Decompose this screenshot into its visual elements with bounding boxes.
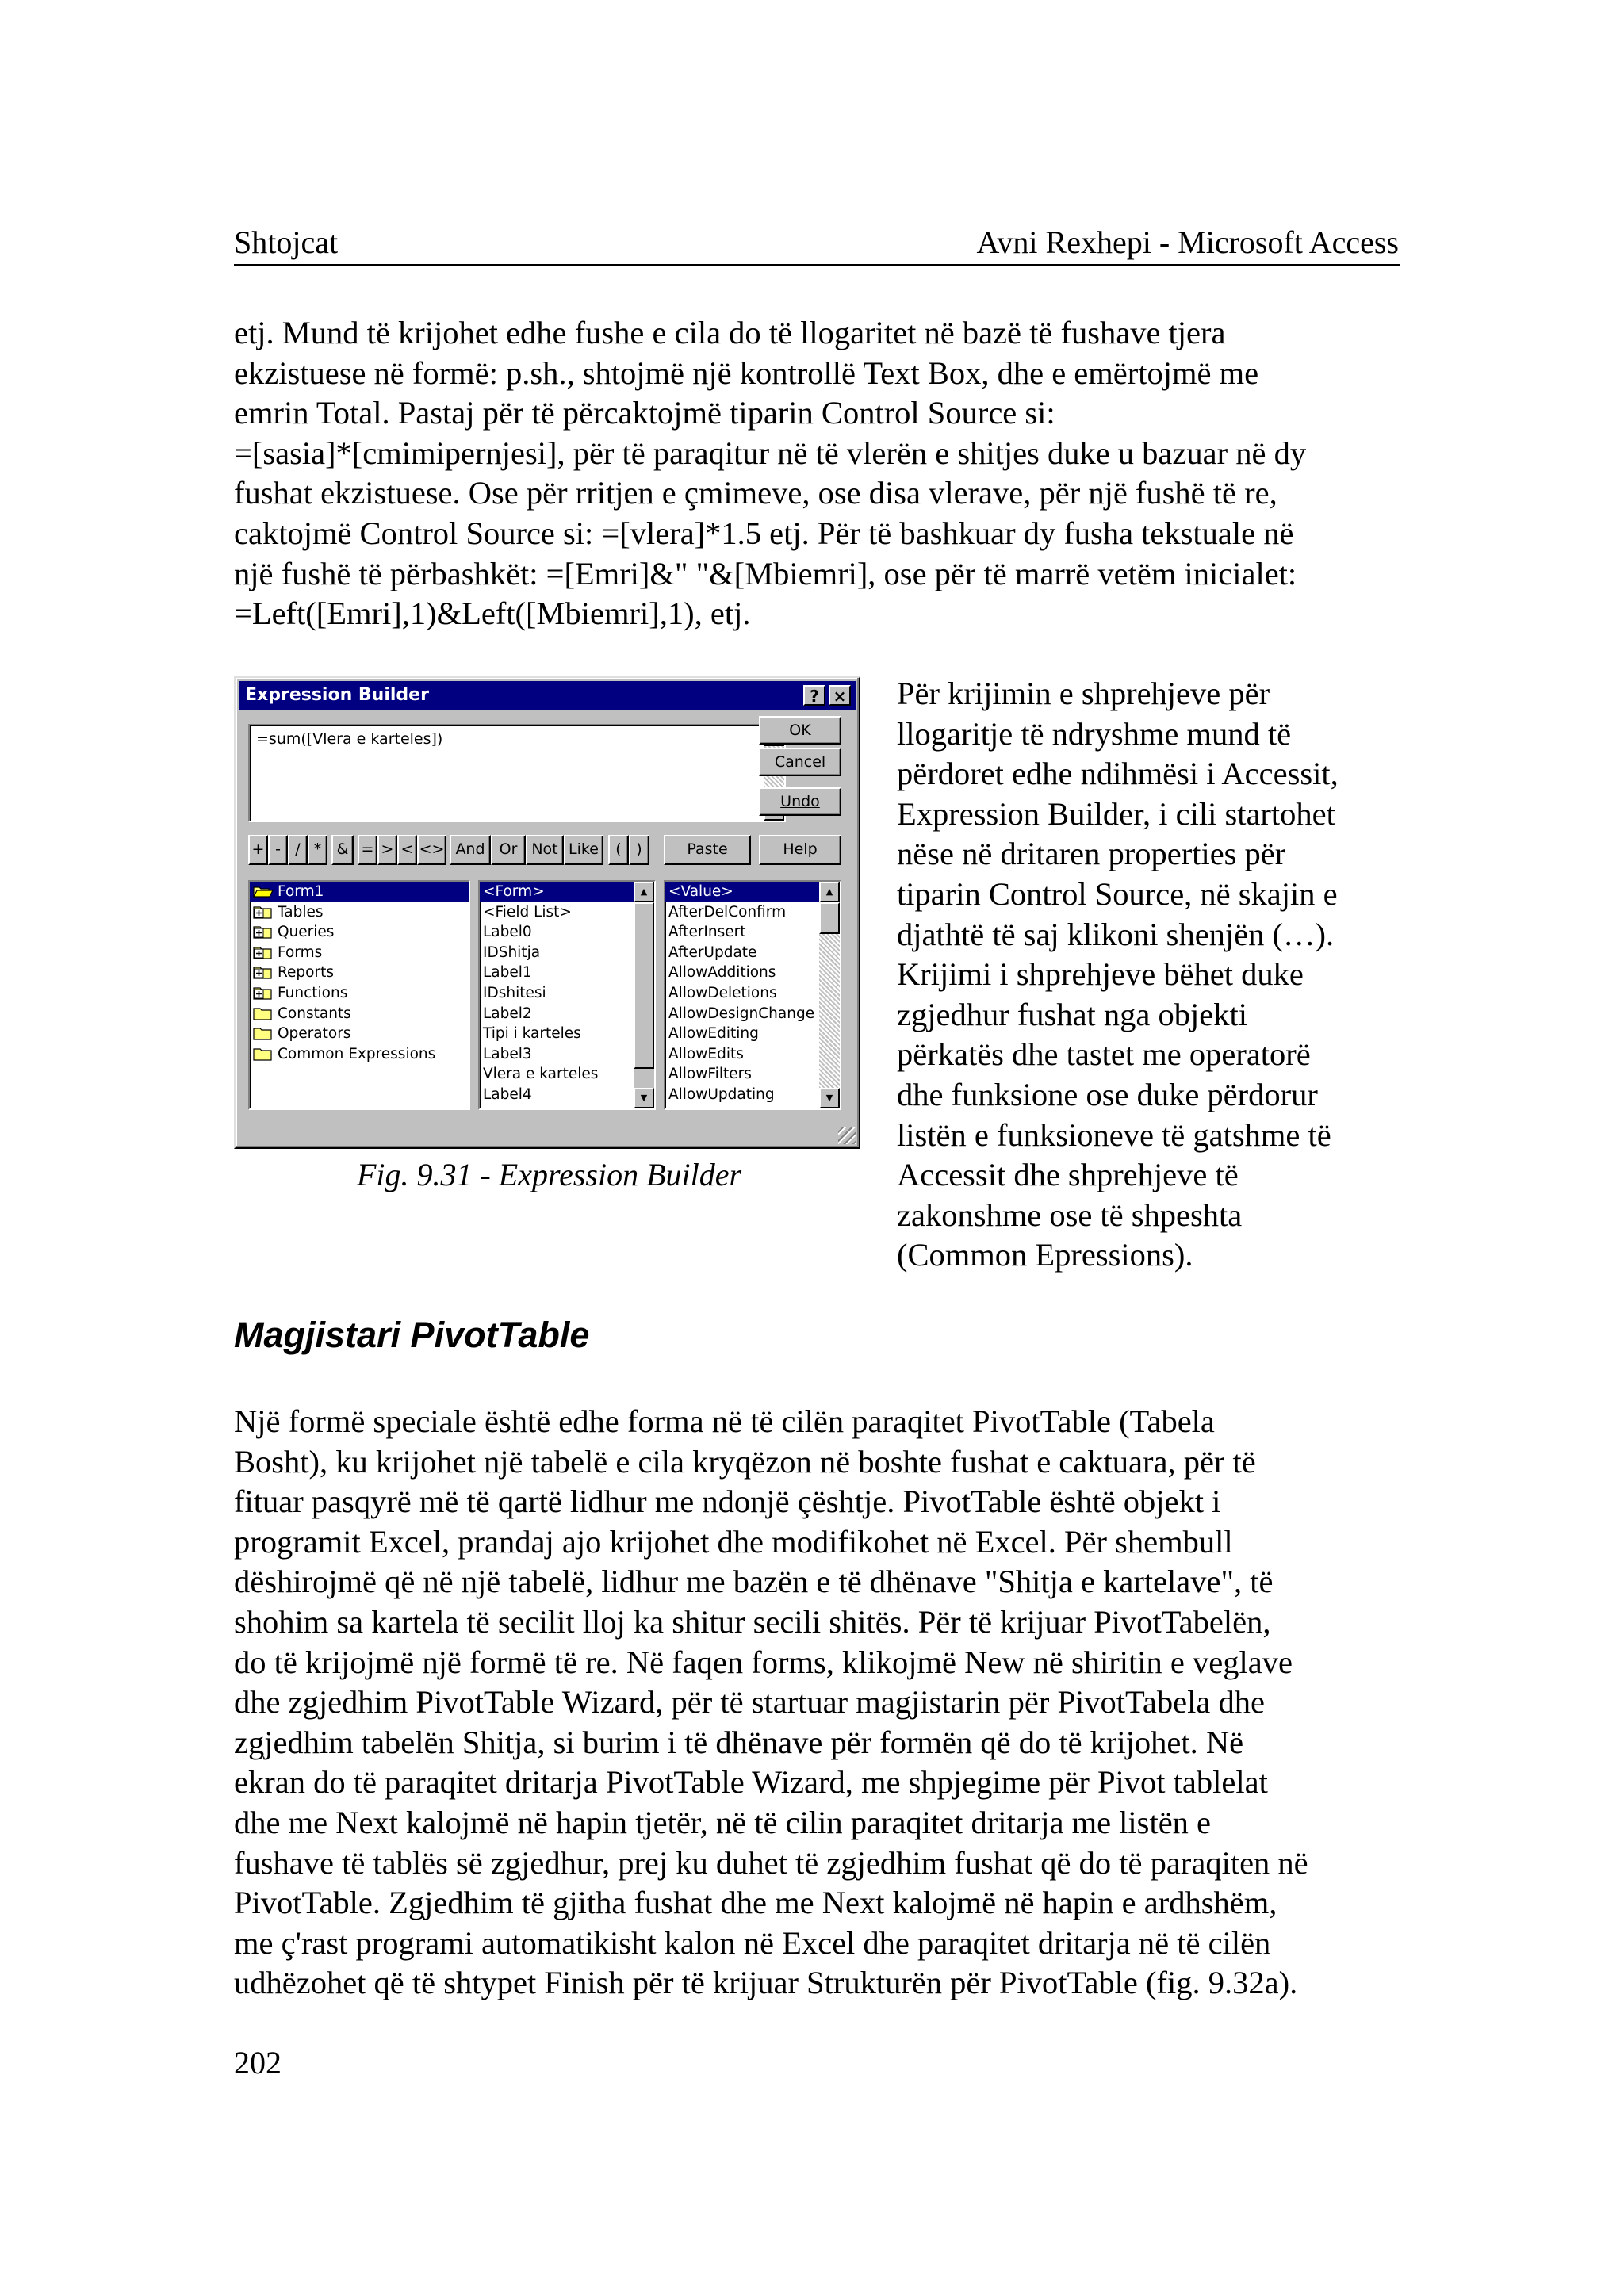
text-line: zgjedhur fushat nga objekti	[897, 996, 1247, 1032]
text-line: Expression Builder, i cili startohet	[897, 795, 1335, 832]
text-line: një fushë të përbashkët: =[Emri]&" "&[Mbiemri], ose për të marrë vetëm inicialet:	[234, 555, 1297, 591]
list-item[interactable]: AllowAdditions	[668, 964, 776, 982]
property-values-list[interactable]	[664, 880, 841, 1110]
list-item[interactable]: AllowDesignChange	[668, 1005, 815, 1022]
text-line: emrin Total. Pastaj për të përcaktojmë tiparin Control Source si:	[234, 395, 1055, 431]
scroll-up-arrow[interactable]: ▲	[819, 882, 840, 902]
text-line: PivotTable. Zgjedhim të gjitha fushat dhe me Next kalojmë në hapin e ardhshëm,	[234, 1885, 1277, 1921]
list-item[interactable]: Tipi i karteles	[483, 1025, 581, 1043]
list-item[interactable]: <Field List>	[483, 903, 572, 921]
expression-input[interactable]	[248, 724, 786, 822]
help-title-button[interactable]: ?	[803, 685, 825, 706]
folder-item-tables[interactable]: Tables	[250, 902, 469, 923]
scroll-up-arrow[interactable]: ▲	[634, 882, 654, 902]
text-line: përdoret edhe ndihmësi i Accessit,	[897, 756, 1339, 792]
text-line: (Common Epressions).	[897, 1237, 1193, 1273]
and-operator-button[interactable]: And	[450, 835, 491, 865]
form-elements-list[interactable]	[478, 880, 656, 1110]
text-line: Accessit dhe shprehjeve të	[897, 1157, 1239, 1193]
paragraph-1	[234, 313, 1400, 634]
object-folder-list[interactable]	[248, 880, 470, 1110]
undo-button[interactable]: Undo	[759, 787, 841, 816]
text-line: listën e funksioneve të gatshme të	[897, 1116, 1331, 1153]
scroll-down-arrow[interactable]: ▼	[819, 1088, 840, 1108]
scroll-thumb[interactable]	[819, 902, 840, 934]
paste-button[interactable]: Paste	[664, 835, 751, 865]
list-item[interactable]: Label0	[483, 924, 532, 941]
list-item[interactable]: AllowUpdating	[668, 1085, 775, 1103]
help-button[interactable]: Help	[759, 835, 841, 865]
list-item[interactable]: AfterUpdate	[668, 944, 757, 961]
list-item[interactable]: Label3	[483, 1045, 532, 1062]
list-item[interactable]: <Form>	[480, 882, 634, 902]
elements-scrollbar[interactable]	[634, 882, 654, 1108]
list-item[interactable]: Label4	[483, 1085, 532, 1103]
text-line: etj. Mund të krijohet edhe fushe e cila do të llogaritet në bazë të fushave tjera	[234, 315, 1226, 350]
plus-folder-icon	[253, 986, 274, 1000]
divide-operator-button[interactable]: /	[288, 835, 308, 865]
text-line: zgjedhim tabelën Shitja, si burim i të dhënave për formën që do të krijohet. Në	[234, 1724, 1244, 1760]
less-operator-button[interactable]: <	[397, 835, 417, 865]
list-item[interactable]: <Value>	[665, 882, 819, 902]
text-line: dhe funksione ose duke përdorur	[897, 1076, 1318, 1112]
list-item[interactable]: AllowFilters	[668, 1066, 752, 1083]
running-header-right: Avni Rexhepi - Microsoft Access	[976, 224, 1399, 260]
header-rule	[234, 264, 1400, 266]
plus-folder-icon	[253, 924, 274, 939]
list-item[interactable]: Label1	[483, 964, 532, 982]
ok-button[interactable]: OK	[759, 716, 841, 745]
folder-item-common-expressions[interactable]: Common Expressions	[250, 1044, 469, 1065]
text-line: djathtë të saj klikoni shenjën (…).	[897, 916, 1335, 952]
list-item[interactable]: IDshitesi	[483, 984, 546, 1001]
plus-folder-icon	[253, 945, 274, 959]
text-line: fushat ekzistuese. Ose për rritjen e çmimeve, ose disa vlerave, për një fushë të re,	[234, 475, 1277, 511]
folder-item-form1[interactable]: Form1	[250, 882, 469, 902]
dialog-title: Expression Builder	[245, 685, 429, 705]
text-line: Krijimi i shprehjeve bëhet duke	[897, 956, 1304, 993]
list-item[interactable]: IDShitja	[483, 944, 541, 961]
text-line: fituar pasqyrë më të qartë lidhur me ndonjë çështje. PivotTable është objekt i	[234, 1483, 1221, 1520]
concat-operator-button[interactable]: &	[331, 835, 354, 865]
text-line: Bosht), ku krijohet një tabelë e cila kryqëzon në boshte fushat e caktuara, për të	[234, 1443, 1256, 1480]
resize-grip[interactable]	[838, 1127, 856, 1144]
folder-item-constants[interactable]: Constants	[250, 1004, 469, 1024]
text-line: fushave të tablës së zgjedhur, prej ku duhet të zgjedhim fushat që do të paraqiten në	[234, 1844, 1308, 1881]
text-line: Një formë speciale është edhe forma në të cilën paraqitet PivotTable (Tabela	[234, 1403, 1215, 1439]
list-item[interactable]: AfterDelConfirm	[668, 903, 787, 921]
cancel-button[interactable]: Cancel	[759, 748, 841, 776]
list-item[interactable]: Vlera e karteles	[483, 1066, 599, 1083]
expression-text: =sum([Vlera e karteles])	[256, 730, 443, 748]
figure-caption: Fig. 9.31 - Expression Builder	[356, 1157, 742, 1192]
plus-folder-icon	[253, 905, 274, 919]
list-item[interactable]: AllowEditing	[668, 1025, 759, 1043]
text-line: programit Excel, prandaj ajo krijohet dhe modifikohet në Excel. Për shembull	[234, 1523, 1233, 1560]
folder-icon	[253, 1047, 274, 1061]
dialog-title-bar[interactable]	[239, 681, 856, 710]
text-line: dëshirojmë që në një tabelë, lidhur me bazën e të dhënave "Shitja e kartelave", të	[234, 1564, 1274, 1600]
close-paren-button[interactable]: )	[629, 835, 649, 865]
open-paren-button[interactable]: (	[608, 835, 629, 865]
open-folder-icon	[253, 884, 274, 898]
text-line: llogaritje të ndryshme mund të	[897, 715, 1292, 752]
folder-item-queries[interactable]: Queries	[250, 922, 469, 943]
list-item[interactable]: Label2	[483, 1005, 532, 1022]
greater-operator-button[interactable]: >	[377, 835, 397, 865]
folder-icon	[253, 1006, 274, 1020]
text-line: dhe zgjedhim PivotTable Wizard, për të startuar magjistarin për PivotTabela dhe	[234, 1684, 1265, 1721]
running-header-left: Shtojcat	[234, 224, 339, 260]
text-line: nëse në dritaren properties për	[897, 836, 1286, 872]
text-line: tiparin Control Source, në skajin e	[897, 875, 1338, 912]
folder-item-reports[interactable]: Reports	[250, 963, 469, 983]
plus-folder-icon	[253, 965, 274, 979]
minus-operator-button[interactable]: -	[268, 835, 288, 865]
text-line: me ç'rast programi automatikisht kalon në Excel dhe paraqitet dritarja në të cilën	[234, 1924, 1271, 1961]
text-line: ekran do të paraqitet dritarja PivotTable Wizard, me shpjegime për Pivot tablelat	[234, 1764, 1268, 1801]
folder-item-functions[interactable]: Functions	[250, 983, 469, 1004]
text-line: caktojmë Control Source si: =[vlera]*1.5 etj. Për të bashkuar dy fusha tekstuale në	[234, 515, 1294, 551]
scroll-thumb[interactable]	[634, 902, 654, 1069]
section-heading: Magjistari PivotTable	[234, 1315, 590, 1355]
scroll-down-arrow[interactable]: ▼	[634, 1088, 654, 1108]
text-line: =Left([Emri],1)&Left([Mbiemri],1), etj.	[234, 595, 751, 632]
values-scrollbar[interactable]	[819, 882, 840, 1108]
multiply-operator-button[interactable]: *	[308, 835, 327, 865]
page-number: 202	[234, 2045, 282, 2081]
text-line: zakonshme ose të shpeshta	[897, 1196, 1243, 1233]
text-line: Për krijimin e shprehjeve për	[897, 676, 1270, 711]
list-item[interactable]: AfterInsert	[668, 924, 746, 941]
plus-operator-button[interactable]: +	[248, 835, 268, 865]
text-line: do të krijojmë një formë të re. Në faqen forms, klikojmë New në shiritin e veglave	[234, 1644, 1293, 1680]
text-line: udhëzohet që të shtypet Finish për të krijuar Strukturën për PivotTable (fig. 9.32a).	[234, 1965, 1298, 2001]
expression-builder-dialog	[234, 676, 860, 1149]
paragraph-2	[234, 1402, 1400, 2004]
or-operator-button[interactable]: Or	[491, 835, 526, 865]
not-operator-button[interactable]: Not	[526, 835, 564, 865]
folder-icon	[253, 1026, 274, 1040]
like-operator-button[interactable]: Like	[564, 835, 603, 865]
close-title-button[interactable]: ×	[829, 685, 851, 706]
text-line: përkatës dhe tastet me operatorë	[897, 1036, 1311, 1073]
text-line: dhe me Next kalojmë në hapin tjetër, në të cilin paraqitet dritarja me listën e	[234, 1804, 1212, 1840]
text-line: shohim sa kartela të secilit lloj ka shitur secili shitës. Për të krijuar PivotTabelën,	[234, 1603, 1271, 1640]
text-line: ekzistuese në formë: p.sh., shtojmë një kontrollë Text Box, dhe e emërtojmë me	[234, 354, 1259, 391]
list-item[interactable]: AllowEdits	[668, 1045, 744, 1062]
list-item[interactable]: AllowDeletions	[668, 984, 777, 1001]
side-paragraph	[897, 674, 1404, 1276]
not-equal-operator-button[interactable]: <>	[417, 835, 446, 865]
folder-item-forms[interactable]: Forms	[250, 943, 469, 963]
folder-item-operators[interactable]: Operators	[250, 1024, 469, 1044]
equals-operator-button[interactable]: =	[358, 835, 377, 865]
text-line: =[sasia]*[cmimipernjesi], për të paraqitur në të vlerën e shitjes duke u bazuar në dy	[234, 434, 1307, 471]
